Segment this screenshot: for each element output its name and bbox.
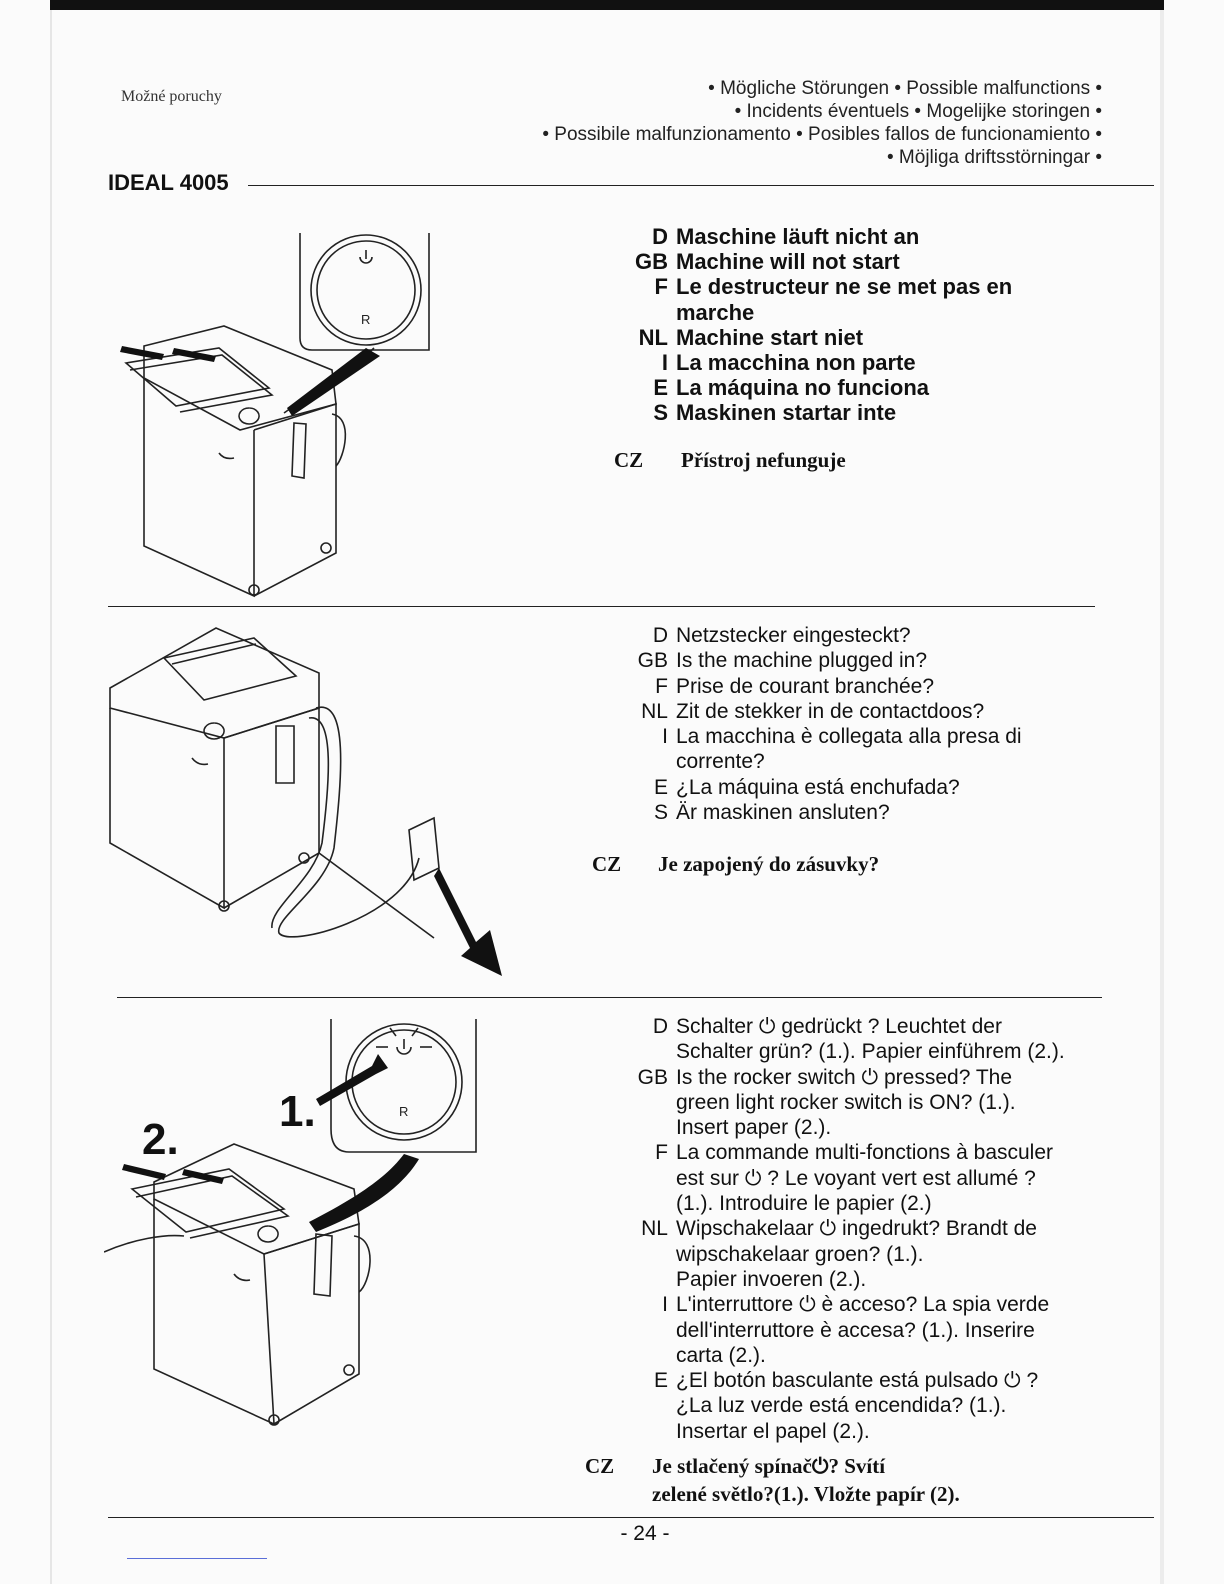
lang-text: dell'interruttore è accesa? (1.). Inserire — [676, 1318, 1035, 1342]
section2-list — [614, 623, 1022, 825]
lang-code — [614, 300, 676, 325]
czech-text-block — [652, 1452, 960, 1508]
lang-text: Zit de stekker in de contactdoos? — [676, 699, 985, 723]
lang-text: Machine start niet — [676, 324, 864, 350]
lang-row — [614, 400, 1012, 425]
lang-text: La macchina non parte — [676, 350, 916, 376]
lang-text: Maschine läuft nicht an — [676, 224, 920, 249]
section1-rule — [108, 606, 1095, 607]
lang-code: D — [652, 624, 668, 647]
lang-code — [614, 1393, 676, 1418]
title-line: • Incidents éventuels • Mogelijke storingen • — [734, 101, 1102, 122]
lang-text: marche — [676, 299, 755, 325]
lang-row — [614, 648, 1022, 673]
section2-rule — [117, 997, 1102, 998]
lang-row — [614, 674, 1022, 699]
lang-code: CZ — [585, 1454, 615, 1478]
lang-code: F — [655, 1141, 668, 1165]
rocker-switch-label: R — [361, 312, 371, 327]
lang-code — [614, 1318, 676, 1343]
lang-text: La máquina no funciona — [676, 375, 930, 401]
lang-code — [614, 1166, 676, 1191]
header-rule — [248, 185, 1154, 186]
lang-text: Är maskinen ansluten? — [676, 801, 890, 825]
lang-text: Netzstecker eingesteckt? — [676, 624, 911, 647]
lang-text: L'interruttore ⏻ è acceso? La spia verde — [676, 1293, 1050, 1317]
lang-code — [614, 1039, 676, 1064]
lang-row — [614, 1267, 1065, 1292]
lang-row — [614, 249, 1012, 274]
lang-code: D — [652, 224, 668, 249]
lang-code: NL — [638, 324, 668, 350]
lang-text: Prise de courant branchée? — [676, 674, 934, 698]
lang-text: Insert paper (2.). — [676, 1116, 832, 1140]
lang-code: E — [653, 375, 668, 401]
lang-row — [614, 1166, 1065, 1191]
lang-text: (1.). Introduire le papier (2.) — [676, 1192, 932, 1216]
lang-code — [614, 1242, 676, 1267]
lang-row — [614, 1419, 1065, 1444]
lang-code: S — [653, 801, 668, 825]
footer-underline — [127, 1558, 267, 1559]
title-line: • Mögliche Störungen • Possible malfunctions • — [708, 78, 1102, 99]
lang-text: Insertar el papel (2.). — [676, 1419, 870, 1443]
lang-text: carta (2.). — [676, 1343, 766, 1367]
lang-row — [614, 800, 1022, 825]
model-name: IDEAL 4005 — [108, 170, 229, 195]
lang-text: Machine will not start — [676, 249, 900, 275]
lang-text: Schalter grün? (1.). Papier einführem (2.). — [676, 1040, 1065, 1064]
lang-row — [614, 1014, 1065, 1039]
lang-text: ¿El botón basculante está pulsado ⏻ ? — [676, 1369, 1039, 1393]
lang-text: Přístroj nefunguje — [681, 448, 846, 472]
lang-row — [614, 1216, 1065, 1241]
lang-row — [614, 224, 1012, 249]
lang-code: CZ — [592, 852, 622, 876]
title-line: • Möjliga driftsstörningar • — [887, 147, 1102, 168]
lang-row — [614, 1065, 1065, 1090]
lang-code: NL — [641, 699, 668, 723]
lang-row — [614, 1343, 1065, 1368]
lang-row — [614, 350, 1012, 375]
lang-text: Papier invoeren (2.). — [676, 1267, 867, 1291]
lang-text: La commande multi-fonctions à basculer — [676, 1141, 1054, 1165]
lang-code: I — [661, 350, 668, 376]
lang-code — [614, 1191, 676, 1216]
section1-list — [614, 224, 1012, 426]
lang-text: Schalter ⏻ gedrückt ? Leuchtet der — [676, 1015, 1002, 1038]
lang-code — [614, 1419, 676, 1444]
lang-code — [614, 1115, 676, 1140]
lang-text: zelené světlo?(1.). Vložte papír (2). — [652, 1482, 960, 1506]
lang-code: F — [654, 274, 668, 300]
lang-text: Je zapojený do zásuvky? — [658, 852, 880, 876]
lang-row — [614, 1191, 1065, 1216]
lang-text: green light rocker switch is ON? (1.). — [676, 1090, 1016, 1114]
lang-code — [614, 749, 676, 774]
lang-row — [614, 623, 1022, 648]
step-2-label: 2. — [142, 1115, 179, 1164]
lang-text: ¿La máquina está enchufada? — [676, 775, 960, 799]
lang-text: corrente? — [676, 750, 765, 774]
lang-text: Le destructeur ne se met pas en — [676, 274, 1013, 300]
czech-section-title: Možné poruchy — [121, 88, 222, 105]
lang-row — [614, 749, 1022, 774]
lang-code: F — [655, 674, 668, 698]
right-scan-edge — [1160, 10, 1164, 1584]
lang-text: est sur ⏻ ? Le voyant vert est allumé ? — [676, 1166, 1036, 1190]
lang-row — [614, 1090, 1065, 1115]
lang-row — [614, 724, 1022, 749]
lang-text: Je stlačený spínač⏻? Svítí — [652, 1454, 886, 1478]
shredder-illustration-1 — [104, 228, 449, 600]
section3-czech — [585, 1452, 960, 1508]
lang-code: GB — [635, 249, 668, 275]
lang-code: GB — [637, 1065, 668, 1089]
multilingual-section-title — [542, 77, 1102, 169]
lang-row — [614, 1115, 1065, 1140]
lang-code — [614, 1343, 676, 1368]
step-1-label: 1. — [279, 1087, 316, 1136]
section3-list — [614, 1014, 1065, 1444]
lang-row — [614, 300, 1012, 325]
lang-text: ¿La luz verde está encendida? (1.). — [676, 1394, 1007, 1418]
lang-row — [614, 274, 1012, 299]
left-scan-edge — [50, 10, 52, 1584]
shredder-illustration-2 — [104, 618, 504, 986]
lang-row — [614, 699, 1022, 724]
lang-text: Wipschakelaar ⏻ ingedrukt? Brandt de — [676, 1217, 1037, 1241]
lang-row — [614, 1242, 1065, 1267]
lang-code: S — [653, 400, 668, 426]
page-number: - 24 - — [620, 1522, 670, 1545]
lang-code: E — [653, 775, 668, 799]
section2-czech — [592, 852, 879, 877]
lang-code: E — [653, 1369, 668, 1393]
top-black-bar — [50, 0, 1164, 10]
lang-code: D — [652, 1015, 668, 1038]
lang-code — [614, 1267, 676, 1292]
lang-row — [614, 1292, 1065, 1317]
title-line: • Possibile malfunzionamento • Posibles fallos de funcionamiento • — [542, 124, 1102, 145]
lang-code: I — [662, 725, 668, 749]
lang-code: CZ — [614, 448, 644, 472]
lang-code — [614, 1090, 676, 1115]
footer-rule — [108, 1517, 1154, 1518]
lang-row — [614, 1039, 1065, 1064]
lang-row — [614, 1393, 1065, 1418]
lang-row — [614, 375, 1012, 400]
lang-row — [614, 775, 1022, 800]
lang-text: wipschakelaar groen? (1.). — [676, 1242, 924, 1266]
shredder-illustration-3 — [104, 1014, 480, 1434]
lang-row — [614, 1368, 1065, 1393]
lang-text: Is the machine plugged in? — [676, 649, 928, 673]
lang-code: I — [662, 1293, 668, 1317]
lang-code: NL — [641, 1217, 668, 1241]
lang-row — [614, 1318, 1065, 1343]
rocker-switch-label: R — [399, 1104, 409, 1119]
lang-text: Is the rocker switch ⏻ pressed? The — [676, 1065, 1013, 1089]
section1-czech — [614, 448, 846, 473]
lang-row — [614, 325, 1012, 350]
lang-code: GB — [637, 649, 668, 673]
lang-text: Maskinen startar inte — [676, 400, 897, 426]
lang-row — [614, 1140, 1065, 1165]
lang-text: La macchina è collegata alla presa di — [676, 725, 1022, 749]
